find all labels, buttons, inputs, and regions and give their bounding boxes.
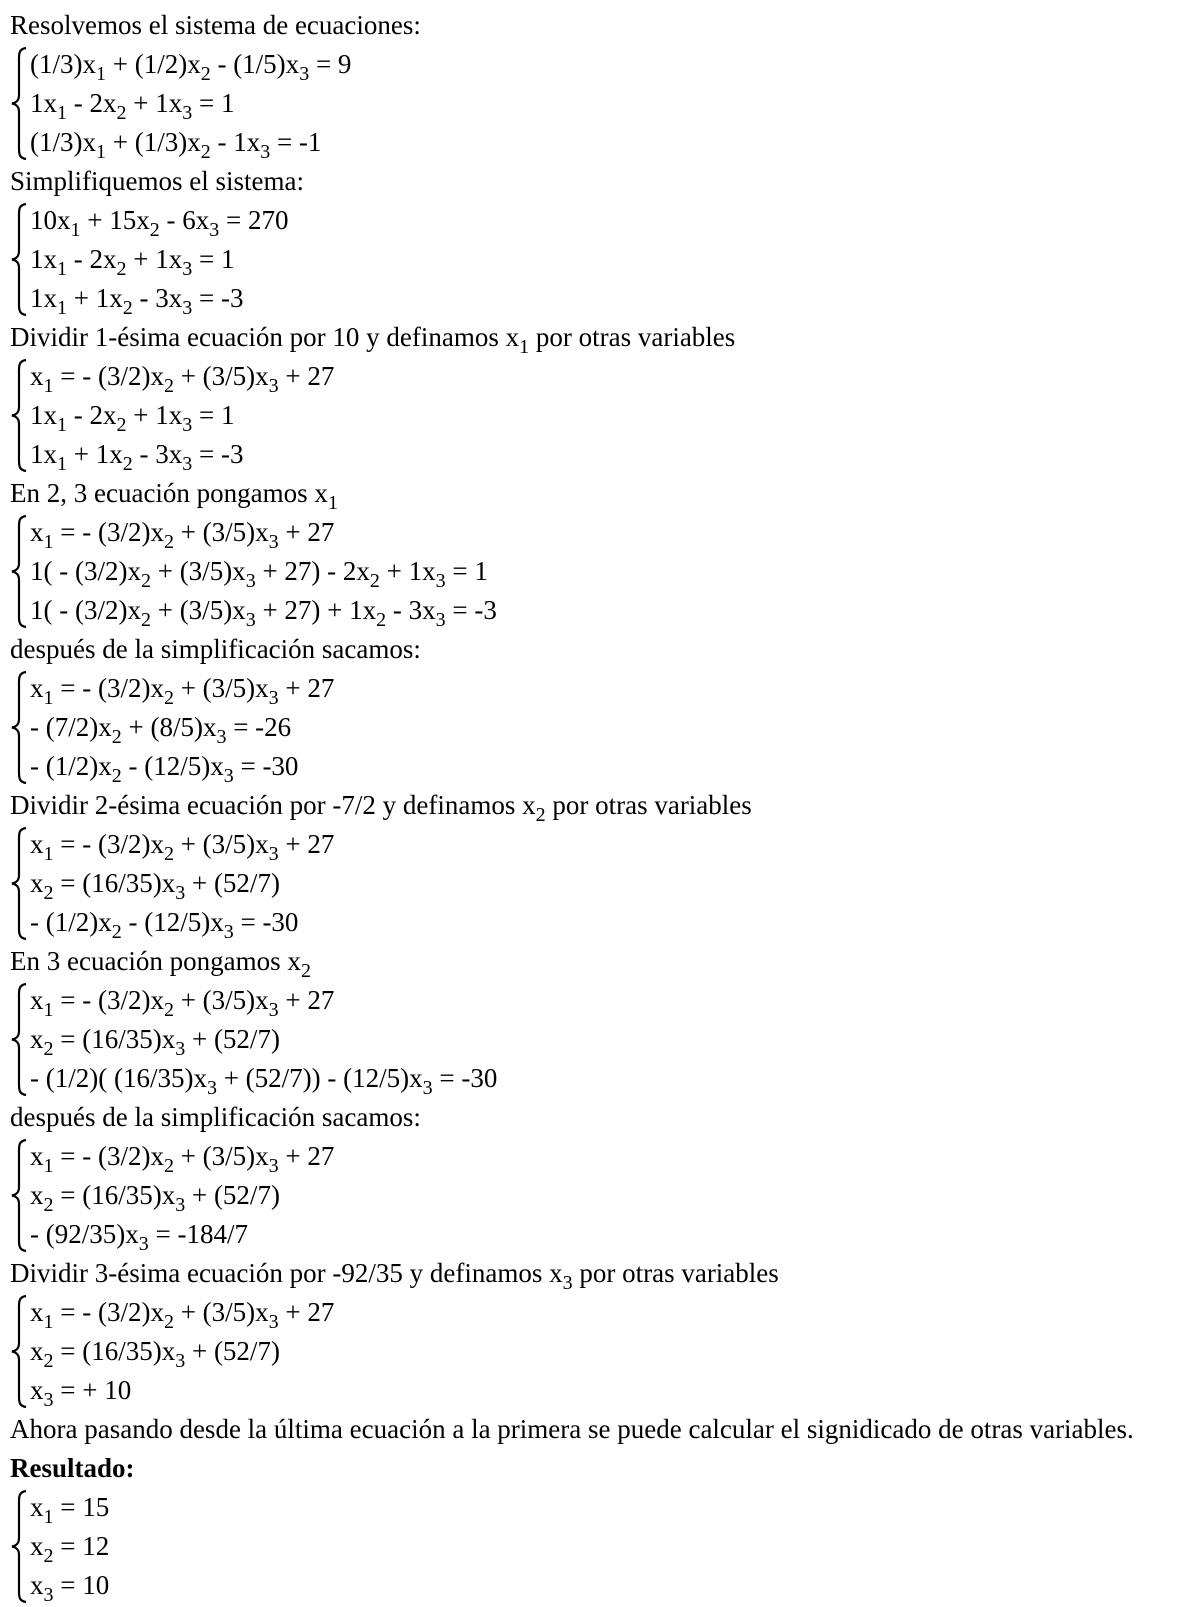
equation-system bbox=[10, 201, 1190, 318]
equation: $1x_1 - 2x_2 + 1x_3 = 1$ bbox=[30, 88, 235, 124]
step-text: después de la simplificación sacamos: bbox=[10, 1102, 421, 1132]
equation: $x_2 = (16/35)x_3 + (52/7)$ bbox=[30, 868, 280, 904]
step-text: Dividir 2-ésima ecuación por -7/2 y definamos $x_2$ por otras variables bbox=[10, 790, 752, 826]
equation-system bbox=[10, 1488, 1190, 1605]
equation: $x_2 = 12$ bbox=[30, 1531, 110, 1567]
equation: - $(1/2)x_2 - (12/5)x_3 = -30$ bbox=[30, 907, 299, 943]
equation: $x_3 = 10$ bbox=[30, 1570, 110, 1606]
step-text: En 2, 3 ecuación pongamos $x_1$ bbox=[10, 478, 338, 514]
equation: $10x_1 + 15x_2 - 6x_3 = 270$ bbox=[30, 205, 289, 241]
left-brace bbox=[10, 669, 29, 786]
equation-system bbox=[10, 513, 1190, 630]
equation-system bbox=[10, 45, 1190, 162]
equation-list bbox=[30, 1293, 334, 1410]
equation-list bbox=[30, 1137, 334, 1254]
equation: $(1/3)x_1 + (1/2)x_2 - (1/5)x_3 = 9$ bbox=[30, 49, 352, 85]
step-text: Simplifiquemos el sistema: bbox=[10, 166, 304, 196]
equation: $x_1$ = - $(3/2)x_2 + (3/5)x_3 + 27$ bbox=[30, 829, 335, 865]
equation-system bbox=[10, 981, 1190, 1098]
equation: $x_1$ = - $(3/2)x_2 + (3/5)x_3 + 27$ bbox=[30, 673, 335, 709]
step-text: Dividir 1-ésima ecuación por 10 y definamos $x_1$ por otras variables bbox=[10, 322, 736, 358]
equation-system bbox=[10, 825, 1190, 942]
equation-list bbox=[30, 201, 288, 318]
equation-list bbox=[30, 825, 334, 942]
left-brace bbox=[10, 1293, 29, 1410]
equation: $x_2 = (16/35)x_3 + (52/7)$ bbox=[30, 1024, 280, 1060]
equation-list bbox=[30, 669, 334, 786]
equation: $1x_1 + 1x_2 - 3x_3 = -3$ bbox=[30, 283, 244, 319]
equation: $(1/3)x_1 + (1/3)x_2 - 1x_3 = -1$ bbox=[30, 127, 322, 163]
equation: $x_2 = (16/35)x_3 + (52/7)$ bbox=[30, 1180, 280, 1216]
equation-list bbox=[30, 1488, 109, 1605]
equation: $x_1$ = - $(3/2)x_2 + (3/5)x_3 + 27$ bbox=[30, 517, 335, 553]
equation: - $(1/2)x_2 - (12/5)x_3 = -30$ bbox=[30, 751, 299, 787]
equation: $x_1$ = - $(3/2)x_2 + (3/5)x_3 + 27$ bbox=[30, 1141, 335, 1177]
left-brace bbox=[10, 45, 29, 162]
equation: $x_1$ = - $(3/2)x_2 + (3/5)x_3 + 27$ bbox=[30, 985, 335, 1021]
step-text: En 3 ecuación pongamos $x_2$ bbox=[10, 946, 311, 982]
equation-list bbox=[30, 981, 497, 1098]
step-text: Resolvemos el sistema de ecuaciones: bbox=[10, 10, 421, 40]
equation: $x_2 = (16/35)x_3 + (52/7)$ bbox=[30, 1336, 280, 1372]
equation: $1x_1 - 2x_2 + 1x_3 = 1$ bbox=[30, 400, 235, 436]
equation-system bbox=[10, 1293, 1190, 1410]
equation: $1( - (3/2)x_2 + (3/5)x_3 + 27) - 2x_2 + 1x_3 = 1$ bbox=[30, 556, 488, 592]
result-heading: Resultado: bbox=[10, 1453, 135, 1483]
equation-list bbox=[30, 357, 334, 474]
left-brace bbox=[10, 1137, 29, 1254]
equation: - (1/2)( $(16/35)x_3 + (52/7)) - (12/5)x_3 = -30$ bbox=[30, 1063, 498, 1099]
equation: - $(7/2)x_2 + (8/5)x_3 = -26$ bbox=[30, 712, 292, 748]
equation: - $(92/35)x_3 = -184/7$ bbox=[30, 1219, 248, 1255]
left-brace bbox=[10, 201, 29, 318]
step-text: Ahora pasando desde la última ecuación a la primera se puede calcular el signidicado de otras variables. bbox=[10, 1414, 1134, 1444]
equation: $1( - (3/2)x_2 + (3/5)x_3 + 27) + 1x_2 - 3x_3 = -3$ bbox=[30, 595, 497, 631]
left-brace bbox=[10, 825, 29, 942]
step-text: Dividir 3-ésima ecuación por -92/35 y definamos $x_3$ por otras variables bbox=[10, 1258, 779, 1294]
equation-system bbox=[10, 669, 1190, 786]
equation: $1x_1 - 2x_2 + 1x_3 = 1$ bbox=[30, 244, 235, 280]
left-brace bbox=[10, 981, 29, 1098]
equation-list bbox=[30, 45, 351, 162]
left-brace bbox=[10, 357, 29, 474]
equation: $x_3$ = + 10 bbox=[30, 1375, 132, 1411]
equation-system bbox=[10, 1137, 1190, 1254]
equation: $x_1$ = - $(3/2)x_2 + (3/5)x_3 + 27$ bbox=[30, 1297, 335, 1333]
equation: $x_1 = 15$ bbox=[30, 1492, 110, 1528]
left-brace bbox=[10, 1488, 29, 1605]
equation-list bbox=[30, 513, 497, 630]
equation: $1x_1 + 1x_2 - 3x_3 = -3$ bbox=[30, 439, 244, 475]
equation-system bbox=[10, 357, 1190, 474]
step-text: después de la simplificación sacamos: bbox=[10, 634, 421, 664]
equation: $x_1$ = - $(3/2)x_2 + (3/5)x_3 + 27$ bbox=[30, 361, 335, 397]
left-brace bbox=[10, 513, 29, 630]
